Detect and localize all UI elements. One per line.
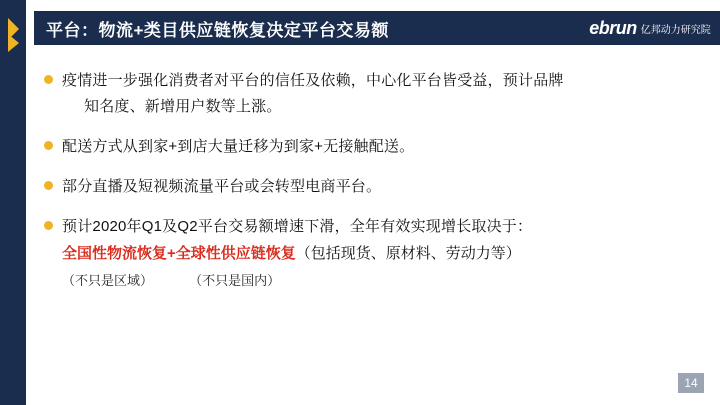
title-bar — [34, 11, 580, 45]
highlight-rest-text: （包括现货、原材料、劳动力等） — [295, 245, 521, 262]
bullet-dot-icon — [44, 221, 53, 230]
bullet-dot-icon — [44, 181, 53, 190]
slide-body — [44, 68, 694, 289]
logo-subtitle: 亿邦动力研究院 — [640, 24, 711, 36]
bullet-text — [62, 214, 532, 240]
list-item — [44, 214, 694, 240]
bullet-dot-icon — [44, 141, 53, 150]
bullet-text — [62, 174, 381, 200]
list-item — [44, 134, 694, 160]
logo-wordmark: ebrun — [589, 17, 637, 38]
bullet-line-2: 知名度、新增用户数等上涨。 — [84, 98, 282, 115]
bullet-line-1: 预计2020年Q1及Q2平台交易额增速下滑，全年有效实现增长取决于： — [62, 218, 533, 235]
page-title: 平台：物流+类目供应链恢复决定平台交易额 — [46, 20, 389, 40]
chevron-accent-secondary-icon — [8, 34, 19, 52]
bullet-line-1: 疫情进一步强化消费者对平台的信任及依赖，中心化平台皆受益，预计品牌 — [62, 72, 564, 89]
bullet-dot-icon — [44, 75, 53, 84]
bullet-text — [62, 68, 564, 120]
brand-logo — [580, 11, 720, 45]
list-item — [44, 174, 694, 200]
highlight-red-text: 全国性物流恢复+全球性供应链恢复 — [62, 245, 296, 262]
page-number: 14 — [678, 373, 704, 393]
highlight-note: （不只是区域） （不只是国内） — [62, 273, 281, 288]
bullet-text — [62, 134, 414, 160]
left-accent-band — [0, 0, 26, 405]
bullet-line-1: 部分直播及短视频流量平台或会转型电商平台。 — [62, 178, 382, 195]
highlight-line — [62, 242, 694, 266]
bullet-line-1: 配送方式从到家+到店大量迁移为到家+无接触配送。 — [62, 138, 415, 155]
list-item — [44, 68, 694, 120]
